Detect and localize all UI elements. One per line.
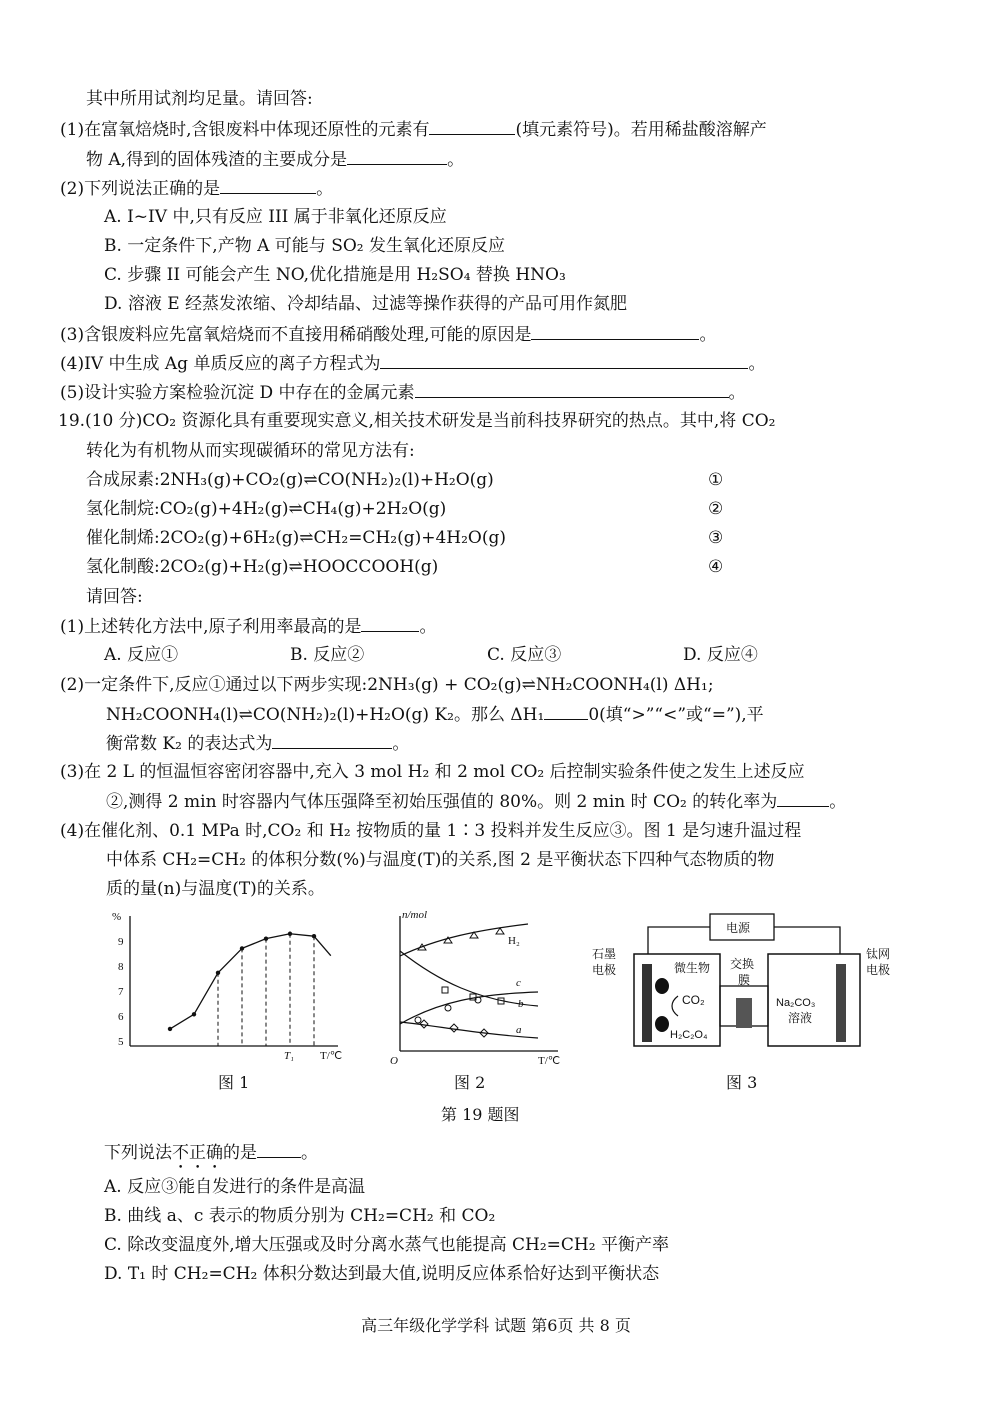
figure-group-title: 第 19 题图	[441, 1105, 520, 1124]
q18-option-c: C. 步骤 II 可能会产生 NO,优化措施是用 H₂SO₄ 替换 HNO₃	[104, 265, 566, 285]
reaction-2: 氢化制烷:CO₂(g)+4H₂(g)⇌CH₄(g)+2H₂O(g) ②	[86, 499, 724, 519]
q19-part1-option-d: D. 反应④	[683, 645, 758, 665]
q19-option-a: A. 反应③能自发进行的条件是高温	[104, 1177, 366, 1197]
membrane-label: 交换	[730, 957, 755, 971]
q19-part1-option-a: A. 反应①	[104, 645, 179, 665]
data-point	[216, 971, 220, 975]
q19-option-b: B. 曲线 a、c 表示的物质分别为 CH₂=CH₂ 和 CO₂	[104, 1206, 496, 1226]
q19-question: 下列说法不正确的是 。	[104, 1143, 318, 1163]
q19-option-c: C. 除改变温度外,增大压强或及时分离水蒸气也能提高 CH₂=CH₂ 平衡产率	[104, 1235, 669, 1255]
q18-part1: (1)在富氧焙烧时,含银废料中体现还原性的元素有 (填元素符号)。若用稀盐酸溶解产	[60, 120, 767, 140]
power-label: 电源	[726, 921, 751, 935]
q19-option-d: D. T₁ 时 CH₂=CH₂ 体积分数达到最大值,说明反应体系恰好达到平衡状态	[104, 1264, 660, 1284]
q18-part1-cont: 物 A,得到的固体残渣的主要成分是 。	[86, 150, 465, 170]
q18-part3: (3)含银废料应先富氧焙烧而不直接用稀硝酸处理,可能的原因是 。	[60, 325, 717, 345]
q19-part2-cont: NH₂COONH₄(l)⇌CO(NH₂)₂(l)+H₂O(g) K₂。那么 ΔH₁ 0(填“>”“<”或“=”),平	[106, 705, 764, 725]
titanium-label: 电极	[866, 963, 891, 977]
q19-part4-cont2: 质的量(n)与温度(T)的关系。	[106, 879, 325, 899]
figure-3-caption: 图 3	[726, 1073, 758, 1092]
curve-label-h2: H₂	[508, 935, 520, 947]
x-axis-label: T/℃	[320, 1050, 343, 1062]
page-footer: 高三年级化学学科 试题 第6页 共 8 页	[361, 1316, 631, 1335]
y-tick: 6	[118, 1011, 124, 1023]
y-tick: 5	[118, 1036, 124, 1048]
please-answer: 请回答:	[86, 587, 143, 607]
exchange-membrane	[736, 998, 752, 1028]
y-unit: %	[112, 911, 122, 923]
answer-blank[interactable]	[220, 177, 316, 194]
marker-circle	[445, 1005, 451, 1011]
graphite-electrode	[642, 964, 652, 1042]
answer-blank[interactable]	[777, 790, 829, 807]
wire-left	[648, 927, 710, 954]
answer-blank[interactable]	[272, 732, 392, 749]
q18-part2: (2)下列说法正确的是 。	[60, 179, 334, 199]
figure-3-diagram	[590, 906, 910, 1066]
answer-blank[interactable]	[531, 323, 699, 340]
y-tick: 8	[118, 961, 124, 973]
data-point	[240, 946, 244, 950]
marker-diamond	[450, 1024, 458, 1032]
q19-part2: (2)一定条件下,反应①通过以下两步实现:2NH₃(g) + CO₂(g)⇌NH₂COONH₄(l) ΔH₁;	[60, 675, 714, 695]
intro-text: 其中所用试剂均足量。请回答:	[86, 89, 313, 109]
reaction-arrow	[672, 996, 678, 1016]
curve-label-a: a	[516, 1024, 522, 1036]
x-axis-label: T/℃	[538, 1055, 561, 1066]
q19-part1-option-b: B. 反应②	[290, 645, 365, 665]
na2co3-label: Na₂CO₃	[776, 997, 816, 1009]
figure-1-chart	[108, 906, 348, 1066]
figure-1-caption: 图 1	[218, 1073, 250, 1092]
figure-2-chart	[388, 906, 568, 1066]
q19-part3: (3)在 2 L 的恒温恒容密闭容器中,充入 3 mol H₂ 和 2 mol CO₂ 后控制实验条件使之发生上述反应	[60, 762, 805, 782]
h2c2o4-label: H₂C₂O₄	[670, 1029, 708, 1041]
data-point	[168, 1027, 172, 1031]
marker-circle	[415, 1017, 421, 1023]
graphite-label: 电极	[592, 963, 617, 977]
curve-label-c: c	[516, 977, 521, 989]
graphite-label: 石墨	[592, 947, 617, 961]
membrane-label: 膜	[738, 973, 751, 987]
q19-part1: (1)上述转化方法中,原子利用率最高的是 。	[60, 617, 437, 637]
q18-part4: (4)IV 中生成 Ag 单质反应的离子方程式为 。	[60, 354, 766, 374]
microbe-label: 微生物	[674, 961, 711, 975]
reaction-3: 催化制烯:2CO₂(g)+6H₂(g)⇌CH₂=CH₂(g)+4H₂O(g) ③	[86, 528, 724, 548]
q19-stem-cont: 转化为有机物从而实现碳循环的常见方法有:	[86, 441, 415, 461]
answer-blank[interactable]	[380, 352, 748, 369]
q19-part1-option-c: C. 反应③	[487, 645, 562, 665]
microbe	[655, 1016, 669, 1032]
co2-label: CO₂	[682, 993, 705, 1007]
titanium-mesh-electrode	[836, 964, 846, 1042]
figure-1	[108, 906, 348, 1092]
q19-part3-cont: ②,测得 2 min 时容器内气体压强降至初始压强值的 80%。则 2 min 时 CO₂ 的转化率为 。	[106, 792, 847, 812]
titanium-label: 钛网	[866, 947, 891, 961]
reaction-4: 氢化制酸:2CO₂(g)+H₂(g)⇌HOOCCOOH(g) ④	[86, 557, 724, 577]
wire-right	[774, 927, 840, 954]
solution-label: 溶液	[788, 1011, 813, 1025]
y-tick: 9	[118, 936, 124, 948]
marker-triangle	[496, 928, 504, 934]
q18-option-a: A. I~IV 中,只有反应 III 属于非氧化还原反应	[104, 207, 447, 227]
q18-option-d: D. 溶液 E 经蒸发浓缩、冷却结晶、过滤等操作获得的产品可用作氮肥	[104, 294, 628, 314]
figure-2	[388, 906, 568, 1092]
q19-part2-cont2: 衡常数 K₂ 的表达式为 。	[106, 734, 410, 754]
figure-2-caption: 图 2	[454, 1073, 486, 1092]
q18-part5: (5)设计实验方案检验沉淀 D 中存在的金属元素 。	[60, 383, 746, 403]
y-axis-label: n/mol	[402, 909, 428, 921]
microbe	[655, 978, 669, 994]
answer-blank[interactable]	[257, 1141, 301, 1158]
q19-part4-cont: 中体系 CH₂=CH₂ 的体积分数(%)与温度(T)的关系,图 2 是平衡状态下四种气态物质的物	[106, 850, 775, 870]
answer-blank[interactable]	[347, 148, 447, 165]
answer-blank[interactable]	[361, 615, 419, 632]
marker-square	[442, 987, 448, 993]
y-tick: 7	[118, 986, 124, 998]
reaction-1: 合成尿素:2NH₃(g)+CO₂(g)⇌CO(NH₂)₂(l)+H₂O(g) ①	[86, 470, 724, 490]
x-mark-t1: T₁	[284, 1050, 294, 1062]
origin-label: O	[390, 1055, 398, 1066]
q18-option-b: B. 一定条件下,产物 A 可能与 SO₂ 发生氧化还原反应	[104, 236, 505, 256]
data-point	[312, 934, 316, 938]
q19-stem: 19.(10 分)CO₂ 资源化具有重要现实意义,相关技术研发是当前科技界研究的热点。其中,将 CO₂	[58, 411, 776, 431]
figure-3	[590, 906, 910, 1092]
q19-part4: (4)在催化剂、0.1 MPa 时,CO₂ 和 H₂ 按物质的量 1∶3 投料并发生反应③。图 1 是匀速升温过程	[60, 821, 802, 841]
answer-blank[interactable]	[544, 703, 588, 720]
emphasis-not-correct: 不正确	[172, 1143, 223, 1163]
answer-blank[interactable]	[429, 118, 515, 135]
data-point	[288, 932, 292, 936]
data-point	[264, 936, 268, 940]
data-point	[192, 1012, 196, 1016]
answer-blank[interactable]	[415, 381, 729, 398]
curve-label-b: b	[518, 998, 524, 1010]
